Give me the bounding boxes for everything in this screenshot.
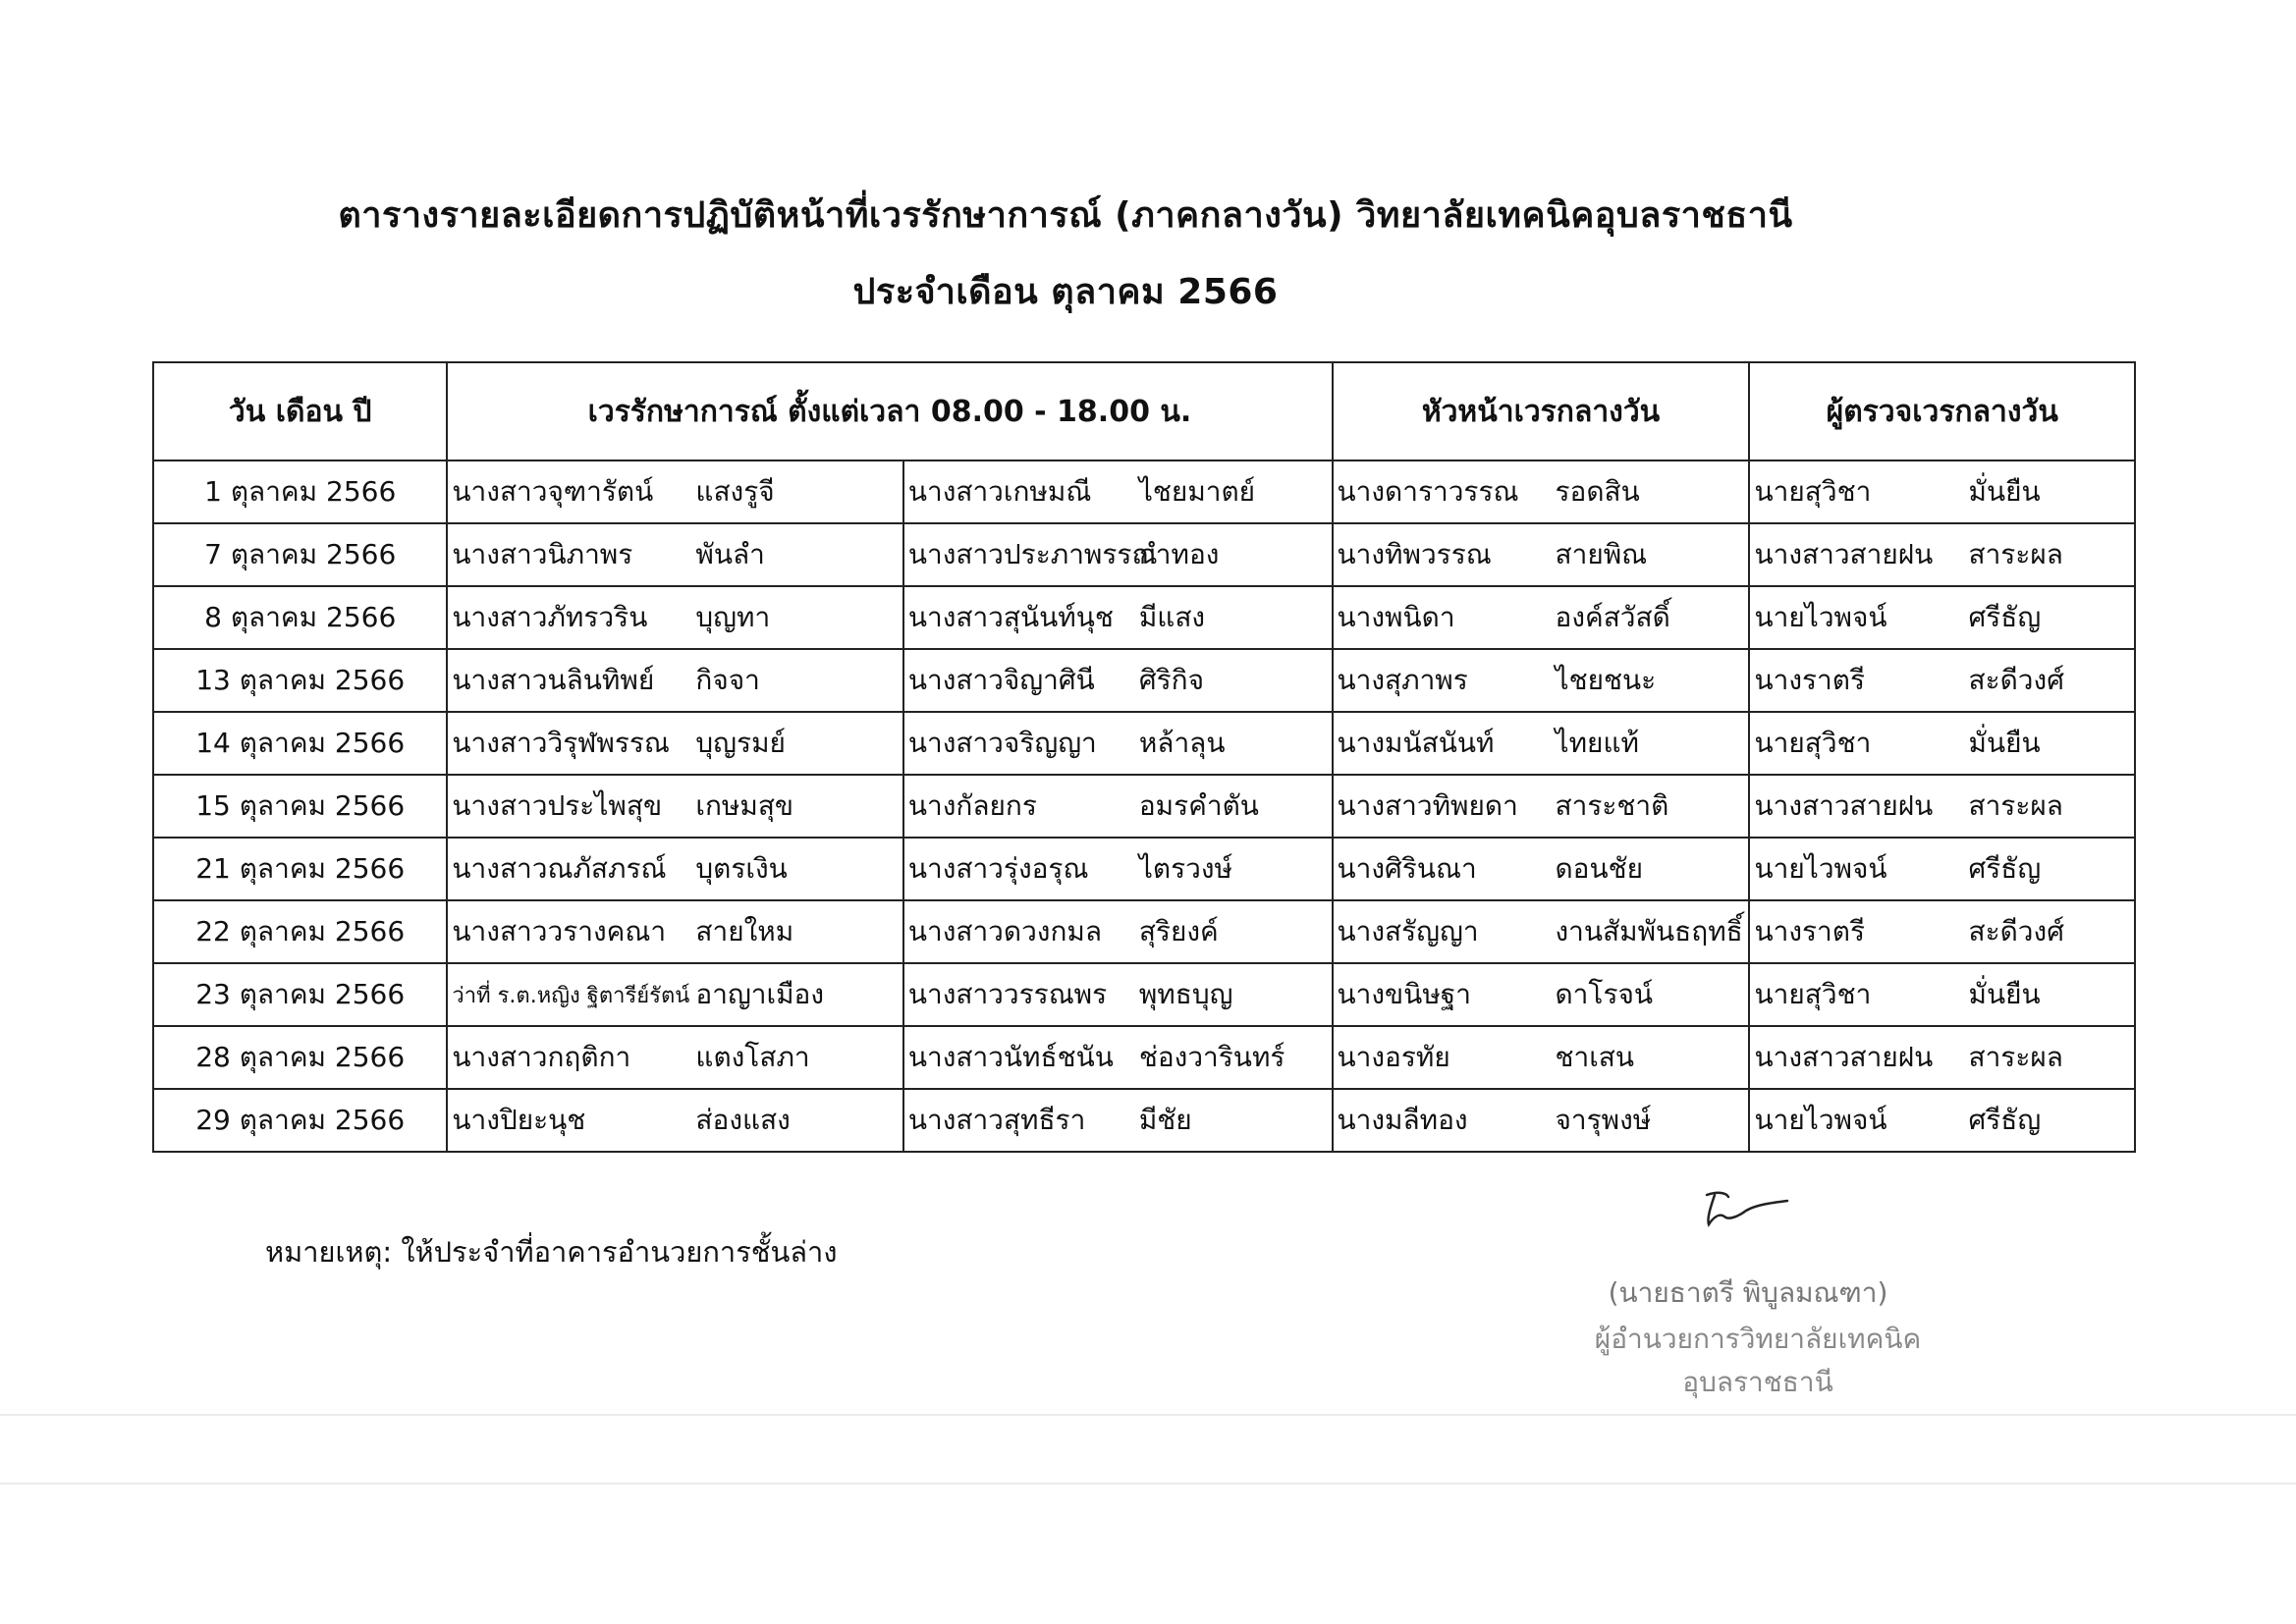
head-name-cell [1333,1026,1750,1089]
guard-1-name-last: แตงโสภา [695,1041,810,1073]
inspector-name-cell [1749,1089,2135,1152]
guard-1-name-cell [447,838,902,900]
guard-1-name-last: พันลำ [695,538,765,570]
table-row [153,712,2135,775]
guard-1-name-cell [447,649,902,712]
inspector-name-first: นายสุวิชา [1754,978,1872,1010]
inspector-name-first: นายสุวิชา [1754,727,1872,759]
guard-2-name-cell [903,1089,1333,1152]
guard-1-name-last: กิจจา [695,664,760,696]
guard-2-name-cell [903,649,1333,712]
head-name-last: สาระชาติ [1555,789,1669,822]
inspector-name-last: สาระผล [1968,1041,2063,1073]
guard-1-name-last: เกษมสุข [695,789,794,822]
guard-1-name-cell [447,1089,902,1152]
guard-2-name-cell [903,1026,1333,1089]
head-name-last: ไชยชนะ [1555,664,1657,696]
guard-2-name-cell [903,775,1333,838]
inspector-name-first: นางสาวสายฝน [1754,538,1934,570]
head-name-cell [1333,460,1750,523]
footnote: หมายเหตุ: ให้ประจำที่อาคารอำนวยการชั้นล่าง [265,1235,838,1269]
head-name-last: งานสัมพันธฤทธิ์ [1555,915,1743,947]
head-name-first: นางสรัญญา [1337,915,1479,947]
inspector-name-first: นายไวพจน์ [1754,601,1887,633]
guard-2-name-first: นางสาวรุ่งอรุณ [907,852,1089,885]
guard-2-name-cell [903,838,1333,900]
inspector-name-cell [1749,963,2135,1026]
inspector-name-first: นายสุวิชา [1754,475,1872,508]
guard-2-name-first: นางสาวประภาพรรณ [907,538,1158,570]
guard-1-name-cell [447,775,902,838]
duty-schedule-table [152,361,2136,1153]
guard-2-name-cell [903,460,1333,523]
table-row [153,838,2135,900]
date-cell: 13 ตุลาคม 2566 [153,649,447,712]
guard-1-name-cell [447,460,902,523]
inspector-name-cell [1749,838,2135,900]
date-cell: 8 ตุลาคม 2566 [153,586,447,649]
date-cell: 15 ตุลาคม 2566 [153,775,447,838]
head-name-last: ดอนชัย [1555,852,1644,885]
inspector-name-cell [1749,523,2135,586]
guard-2-name-cell [903,523,1333,586]
date-cell: 29 ตุลาคม 2566 [153,1089,447,1152]
head-name-last: ดาโรจน์ [1555,978,1654,1010]
head-name-last: ไทยแท้ [1555,727,1639,759]
head-name-last: จารุพงษ์ [1555,1104,1652,1136]
head-name-cell [1333,586,1750,649]
guard-1-name-last: อาญาเมือง [695,978,825,1010]
table-row [153,586,2135,649]
inspector-name-first: นายไวพจน์ [1754,852,1887,885]
guard-2-name-last: มีแสง [1138,601,1206,633]
table-row [153,649,2135,712]
head-name-cell [1333,712,1750,775]
head-name-first: นางอรทัย [1337,1041,1450,1073]
inspector-name-cell [1749,460,2135,523]
date-cell: 21 ตุลาคม 2566 [153,838,447,900]
guard-2-name-first: นางกัลยกร [907,789,1037,822]
inspector-name-last: สาระผล [1968,789,2063,822]
head-name-cell [1333,838,1750,900]
date-cell: 22 ตุลาคม 2566 [153,900,447,963]
guard-1-name-first: นางสาววรางคณา [452,915,667,947]
table-row [153,775,2135,838]
guard-2-name-first: นางสาวจริญญา [907,727,1097,759]
head-name-first: นางมนัสนันท์ [1337,727,1495,759]
guard-1-name-first: ว่าที่ ร.ต.หญิง ฐิตารีย์รัตน์ [452,983,690,1008]
guard-1-name-last: ส่องแสง [695,1104,791,1136]
inspector-name-cell [1749,649,2135,712]
guard-1-name-last: แสงรูจี [695,475,775,508]
head-name-first: นางดาราวรรณ [1337,475,1519,508]
guard-2-name-last: กำทอง [1138,538,1220,570]
table-row [153,1089,2135,1152]
guard-1-name-first: นางสาวภัทรวริน [452,601,648,633]
guard-2-name-first: นางสาวนัทธ์ชนัน [907,1041,1114,1073]
inspector-name-first: นางราตรี [1754,915,1866,947]
head-name-cell [1333,963,1750,1026]
guard-1-name-cell [447,712,902,775]
guard-1-name-cell [447,963,902,1026]
guard-2-name-first: นางสาวดวงกมล [907,915,1103,947]
header-inspector: ผู้ตรวจเวรกลางวัน [1749,362,2135,460]
inspector-name-last: ศรีธัญ [1968,601,2042,633]
guard-1-name-first: นางสาวจุฑารัตน์ [452,475,654,508]
guard-2-name-last: สุริยงค์ [1138,915,1219,947]
guard-2-name-last: ช่องวารินทร์ [1138,1041,1285,1073]
guard-1-name-last: บุญทา [695,601,771,633]
signature-image [1689,1173,1797,1242]
guard-1-name-first: นางสาวณภัสภรณ์ [452,852,667,885]
head-name-first: นางขนิษฐา [1337,978,1471,1010]
guard-1-name-cell [447,523,902,586]
guard-2-name-last: พุทธบุญ [1138,978,1233,1010]
guard-2-name-last: ไชยมาตย์ [1138,475,1256,508]
inspector-name-last: สาระผล [1968,538,2063,570]
scan-artifact-line [0,1483,2296,1485]
signatory-title: ผู้อำนวยการวิทยาลัยเทคนิคอุบลราชธานี [1594,1323,1922,1398]
head-name-first: นางสุภาพร [1337,664,1468,696]
header-guards: เวรรักษาการณ์ ตั้งแต่เวลา 08.00 - 18.00 น. [447,362,1332,460]
guard-1-name-last: สายใหม [695,915,794,947]
table-body [153,460,2135,1152]
guard-2-name-first: นางสาวสุนันท์นุช [907,601,1114,633]
guard-1-name-first: นางสาวนิภาพร [452,538,633,570]
guard-2-name-last: ไตรวงษ์ [1138,852,1232,885]
inspector-name-cell [1749,586,2135,649]
head-name-first: นางมลีทอง [1337,1104,1468,1136]
header-head: หัวหน้าเวรกลางวัน [1333,362,1750,460]
guard-2-name-first: นางสาวเกษมณี [907,475,1092,508]
guard-2-name-cell [903,586,1333,649]
head-name-cell [1333,900,1750,963]
scan-artifact-line [0,1414,2296,1416]
guard-2-name-first: นางสาววรรณพร [907,978,1108,1010]
head-name-cell [1333,649,1750,712]
table-row [153,1026,2135,1089]
head-name-cell [1333,523,1750,586]
head-name-last: องค์สวัสดิ์ [1555,601,1670,633]
guard-1-name-last: บุตรเงิน [695,852,788,885]
table-header-row [153,362,2135,460]
guard-1-name-first: นางปิยะนุช [452,1104,586,1136]
guard-2-name-last: หล้าลุน [1138,727,1226,759]
inspector-name-last: สะดีวงศ์ [1968,664,2064,696]
guard-1-name-cell [447,900,902,963]
inspector-name-last: มั่นยืน [1968,475,2041,508]
inspector-name-last: ศรีธัญ [1968,1104,2042,1136]
inspector-name-last: สะดีวงศ์ [1968,915,2064,947]
inspector-name-first: นางสาวสายฝน [1754,789,1934,822]
header-date: วัน เดือน ปี [153,362,447,460]
guard-2-name-cell [903,900,1333,963]
guard-2-name-last: อมรคำตัน [1138,789,1259,822]
table-row [153,460,2135,523]
head-name-cell [1333,775,1750,838]
table-row [153,963,2135,1026]
inspector-name-last: มั่นยืน [1968,727,2041,759]
guard-1-name-cell [447,1026,902,1089]
inspector-name-last: ศรีธัญ [1968,852,2042,885]
guard-1-name-cell [447,586,902,649]
inspector-name-first: นางสาวสายฝน [1754,1041,1934,1073]
guard-1-name-first: นางสาวนลินทิพย์ [452,664,655,696]
inspector-name-cell [1749,900,2135,963]
guard-1-name-first: นางสาววิรุฬพรรณ [452,727,670,759]
table-row [153,523,2135,586]
guard-2-name-last: ศิริกิจ [1138,664,1204,696]
guard-1-name-first: นางสาวกฤติกา [452,1041,631,1073]
table-row [153,900,2135,963]
guard-2-name-first: นางสาวจิญาศินี [907,664,1095,696]
head-name-first: นางพนิดา [1337,601,1455,633]
guard-2-name-first: นางสาวสุทธีรา [907,1104,1086,1136]
head-name-last: ชาเสน [1555,1041,1635,1073]
guard-2-name-cell [903,963,1333,1026]
head-name-first: นางสาวทิพยดา [1337,789,1518,822]
inspector-name-cell [1749,712,2135,775]
date-cell: 28 ตุลาคม 2566 [153,1026,447,1089]
head-name-cell [1333,1089,1750,1152]
inspector-name-first: นายไวพจน์ [1754,1104,1887,1136]
inspector-name-cell [1749,775,2135,838]
date-cell: 23 ตุลาคม 2566 [153,963,447,1026]
inspector-name-last: มั่นยืน [1968,978,2041,1010]
guard-2-name-last: มีชัย [1138,1104,1192,1136]
signatory-name: (นายธาตรี พิบูลมณฑา) [1608,1276,1888,1309]
date-cell: 1 ตุลาคม 2566 [153,460,447,523]
inspector-name-first: นางราตรี [1754,664,1866,696]
head-name-first: นางทิพวรรณ [1337,538,1492,570]
head-name-last: สายพิณ [1555,538,1648,570]
guard-1-name-first: นางสาวประไพสุข [452,789,663,822]
document-subtitle: ประจำเดือน ตุลาคม 2566 [852,272,1279,312]
document-title: ตารางรายละเอียดการปฏิบัติหน้าที่เวรรักษาการณ์ (ภาคกลางวัน) วิทยาลัยเทคนิคอุบลราชธานี [338,195,1793,236]
date-cell: 14 ตุลาคม 2566 [153,712,447,775]
date-cell: 7 ตุลาคม 2566 [153,523,447,586]
head-name-last: รอดสิน [1555,475,1640,508]
guard-2-name-cell [903,712,1333,775]
inspector-name-cell [1749,1026,2135,1089]
head-name-first: นางศิรินณา [1337,852,1477,885]
guard-1-name-last: บุญรมย์ [695,727,786,759]
